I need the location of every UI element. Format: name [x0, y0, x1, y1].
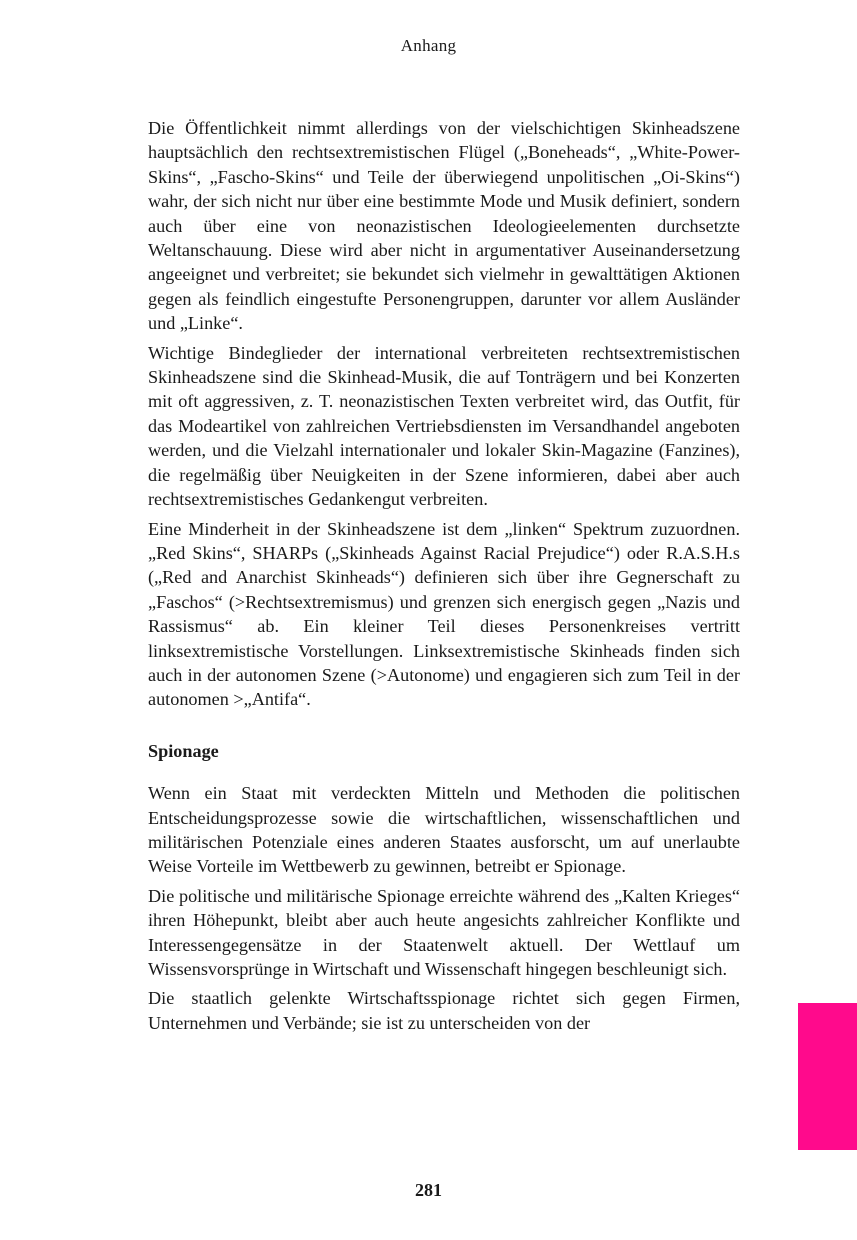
paragraph-spionage-definition: Wenn ein Staat mit verdeckten Mitteln und Methoden die politischen Entscheidungsprozesse sowie die wirtschaftlichen, wissenschaftlichen und militärischen Potenziale eines anderen Staates ausforscht, um auf unerlaubte Weise Vorteile im Wettbewerb zu gewinnen, betreibt er Spionage. [148, 783, 740, 877]
section-heading-spionage: Spionage [148, 740, 219, 761]
paragraph-spionage-history: Die politische und militärische Spionage erreichte während des „Kalten Krieges“ ihren Höhepunkt, bleibt aber auch heute angesichts zahlreicher Konflikte und Interessengegensätze in der Staatenwelt aktuell. Der Wettlauf um Wissensvorsprünge in Wirtschaft und Wissenschaft hingegen beschleunigt sich. [148, 885, 740, 979]
page-number: 281 [415, 1180, 442, 1200]
paragraph-skinhead-links: Wichtige Bindeglieder der international verbreiteten rechtsextremistischen Skinheadszene sind die Skinhead-Musik, die auf Tonträgern und bei Konzerten mit oft aggressiven, z. T. neonazistischen Texten verbreitet wird, das Outfit, für das Modeartikel von zahlreichen Vertriebsdiensten im Versandhandel angeboten werden, und die Vielzahl internationaler und lokaler Skin-Magazine (Fanzines), die regelmäßig über Neuigkeiten in der Szene informieren, dabei aber auch rechtsextremistisches Gedankengut verbreiten. [148, 342, 740, 510]
paragraph-skinhead-public-perception: Die Öffentlichkeit nimmt allerdings von der vielschichtigen Skinheadszene hauptsächlich den rechtsextremistischen Flügel („Boneheads“, „White-Power-Skins“, „Fascho-Skins“ und Teile der überwiegend unpolitischen „Oi-Skins“) wahr, der sich nicht nur über eine bestimmte Mode und Musik definiert, sondern auch über eine von neonazistischen Ideologieelementen durchsetzte Weltanschauung. Diese wird aber nicht in argumentativer Auseinandersetzung angeeignet und verbreitet; sie bekundet sich vielmehr in gewalttätigen Aktionen gegen als feindlich eingestufte Personengruppen, darunter vor allem Ausländer und „Linke“. [148, 118, 740, 334]
paragraph-wirtschaftsspionage: Die staatlich gelenkte Wirtschaftsspionage richtet sich gegen Firmen, Unternehmen und Verbände; sie ist zu unterscheiden von der [148, 988, 740, 1033]
body-text [148, 116, 740, 1040]
paragraph-left-skinheads: Eine Minderheit in der Skinheadszene ist dem „linken“ Spektrum zuzuordnen. „Red Skins“, SHARPs („Skinheads Against Racial Prejudice“) oder R.A.S.H.s („Red and Anarchist Skinheads“) definieren sich über ihre Gegnerschaft zu „Faschos“ (>Rechtsextremismus) und grenzen sich energisch gegen „Nazis und Rassismus“ ab. Ein kleiner Teil dieses Personenkreises vertritt linksextremistische Vorstellungen. Linksextremistische Skinheads finden sich auch in der autonomen Szene (>Autonome) und engagieren sich zum Teil in der autonomen >„Antifa“. [148, 518, 740, 710]
thumb-index-tab [798, 1003, 857, 1150]
running-head: Anhang [400, 36, 457, 55]
